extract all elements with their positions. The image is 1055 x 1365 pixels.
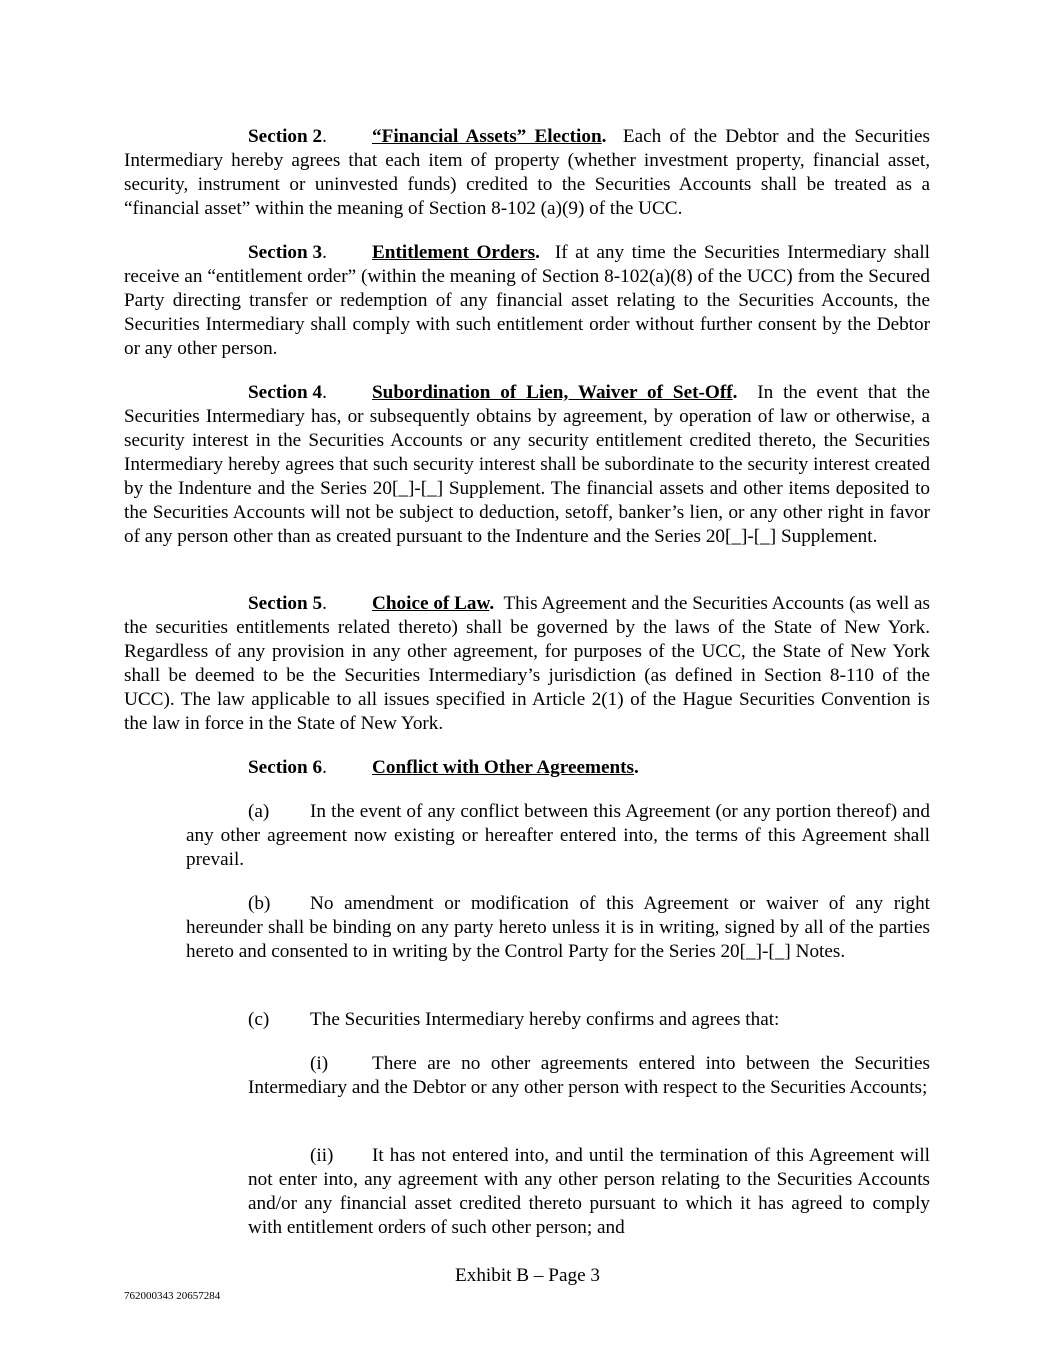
section-5-paragraph: Section 5. Choice of Law. This Agreement and the Securities Accounts (as well as the securities entitlements related thereto) shall be governed by the laws of the State of New York. Regardless of any provision in any other agreement, for purposes of the UCC, the State of New York shall be deemed to be the Securities Intermediary’s jurisdiction (as defined in Section 8-110 of the UCC). The law applicable to all issues specified in Article 2(1) of the Hague Securities Convention is the law in force in the State of New York. xyxy=(124,593,930,734)
page-footer-label: Exhibit B – Page 3 xyxy=(455,1265,600,1286)
clause-ii-label: (ii) xyxy=(310,1145,334,1166)
clause-ii-paragraph xyxy=(248,1144,930,1240)
section-3-title: Entitlement Orders xyxy=(372,242,536,263)
clause-b-paragraph xyxy=(186,892,930,964)
section-4-title: Subordination of Lien, Waiver of Set-Off xyxy=(372,382,733,403)
section-2-label: Section 2 xyxy=(248,126,323,147)
clause-ii-text: It has not entered into, and until the termination of this Agreement will not enter into, any agreement with any other person relating to the Securities Accounts and/or any financial asset credited thereto pursuant to which it has agreed to comply with entitlement orders of such other person; and xyxy=(248,1145,930,1238)
clause-c-paragraph xyxy=(186,1008,930,1032)
section-3-paragraph: Section 3. Entitlement Orders. If at any time the Securities Intermediary shall receive an “entitlement order” (within the meaning of Section 8-102(a)(8) of the UCC) from the Secured Party directing transfer or redemption of any financial asset relating to the Securities Accounts, the Securities Intermediary shall comply with such entitlement order without further consent by the Debtor or any other person. xyxy=(124,242,930,359)
section-2-title: “Financial Assets” Election xyxy=(372,126,602,147)
section-6-heading: Section 6. Conflict with Other Agreements. xyxy=(248,757,639,778)
section-6-title: Conflict with Other Agreements xyxy=(372,757,635,778)
clause-a-paragraph xyxy=(186,800,930,872)
section-5-text: This Agreement and the Securities Accounts (as well as the securities entitlements related thereto) shall be governed by the laws of the State of New York. Regardless of any provision in any other agreement, for purposes of the UCC, the State of New York shall be deemed to be the Securities Intermediary’s jurisdiction (as defined in Section 8-110 of the UCC). The law applicable to all issues specified in Article 2(1) of the Hague Securities Convention is the law in force in the State of New York. xyxy=(124,593,930,734)
clause-i-paragraph xyxy=(248,1052,930,1100)
clause-c-label: (c) xyxy=(248,1009,270,1030)
clause-a-label: (a) xyxy=(248,801,270,822)
section-5-label: Section 5 xyxy=(248,593,323,614)
clause-b-label: (b) xyxy=(248,893,271,914)
clause-i-label: (i) xyxy=(310,1053,329,1074)
section-6-label: Section 6 xyxy=(248,757,323,778)
section-4-paragraph: Section 4. Subordination of Lien, Waiver of Set-Off. In the event that the Securities Intermediary has, or subsequently obtains by agreement, by operation of law or otherwise, a security interest in the Securities Accounts or any security entitlement credited thereto, the Securities Intermediary hereby agrees that such security interest shall be subordinate to the security interest created by the Indenture and the Series 20[_]-[_] Supplement. The financial assets and other items deposited to the Securities Accounts will not be subject to deduction, setoff, banker’s lien, or any other right in favor of any person other than as created pursuant to the Indenture and the Series 20[_]-[_] Supplement. xyxy=(124,382,930,547)
clause-i-text: There are no other agreements entered into between the Securities Intermediary and the Debtor or any other person with respect to the Securities Accounts; xyxy=(248,1053,930,1098)
section-2-text: Each of the Debtor and the Securities Intermediary hereby agrees that each item of property (whether investment property, financial asset, security, instrument or uninvested funds) credited to the Securities Accounts shall be treated as a “financial asset” within the meaning of Section 8-102 (a)(9) of the UCC. xyxy=(124,126,930,219)
section-5-title: Choice of Law xyxy=(372,593,490,614)
section-3-label: Section 3 xyxy=(248,242,323,263)
clause-b-text: No amendment or modification of this Agreement or waiver of any right hereunder shall be binding on any party hereto unless it is in writing, signed by all of the parties hereto and consented to in writing by the Control Party for the Series 20[_]-[_] Notes. xyxy=(186,893,930,962)
section-4-label: Section 4 xyxy=(248,382,323,403)
document-id: 762000343 20657284 xyxy=(124,1290,221,1302)
section-2-paragraph: Section 2. “Financial Assets” Election. Each of the Debtor and the Securities Intermediary hereby agrees that each item of property (whether investment property, financial asset, security, instrument or uninvested funds) credited to the Securities Accounts shall be treated as a “financial asset” within the meaning of Section 8-102 (a)(9) of the UCC. xyxy=(124,126,930,219)
section-4-text: In the event that the Securities Intermediary has, or subsequently obtains by agreement, by operation of law or otherwise, a security interest in the Securities Accounts or any security entitlement credited thereto, the Securities Intermediary hereby agrees that such security interest shall be subordinate to the security interest created by the Indenture and the Series 20[_]-[_] Supplement. The financial assets and other items deposited to the Securities Accounts will not be subject to deduction, setoff, banker’s lien, or any other right in favor of any person other than as created pursuant to the Indenture and the Series 20[_]-[_] Supplement. xyxy=(124,382,930,547)
clause-a-text: In the event of any conflict between this Agreement (or any portion thereof) and any other agreement now existing or hereafter entered into, the terms of this Agreement shall prevail. xyxy=(186,801,930,870)
section-3-text: If at any time the Securities Intermediary shall receive an “entitlement order” (within the meaning of Section 8-102(a)(8) of the UCC) from the Secured Party directing transfer or redemption of any financial asset relating to the Securities Accounts, the Securities Intermediary shall comply with such entitlement order without further consent by the Debtor or any other person. xyxy=(124,242,930,359)
clause-c-text: The Securities Intermediary hereby confirms and agrees that: xyxy=(310,1009,780,1030)
